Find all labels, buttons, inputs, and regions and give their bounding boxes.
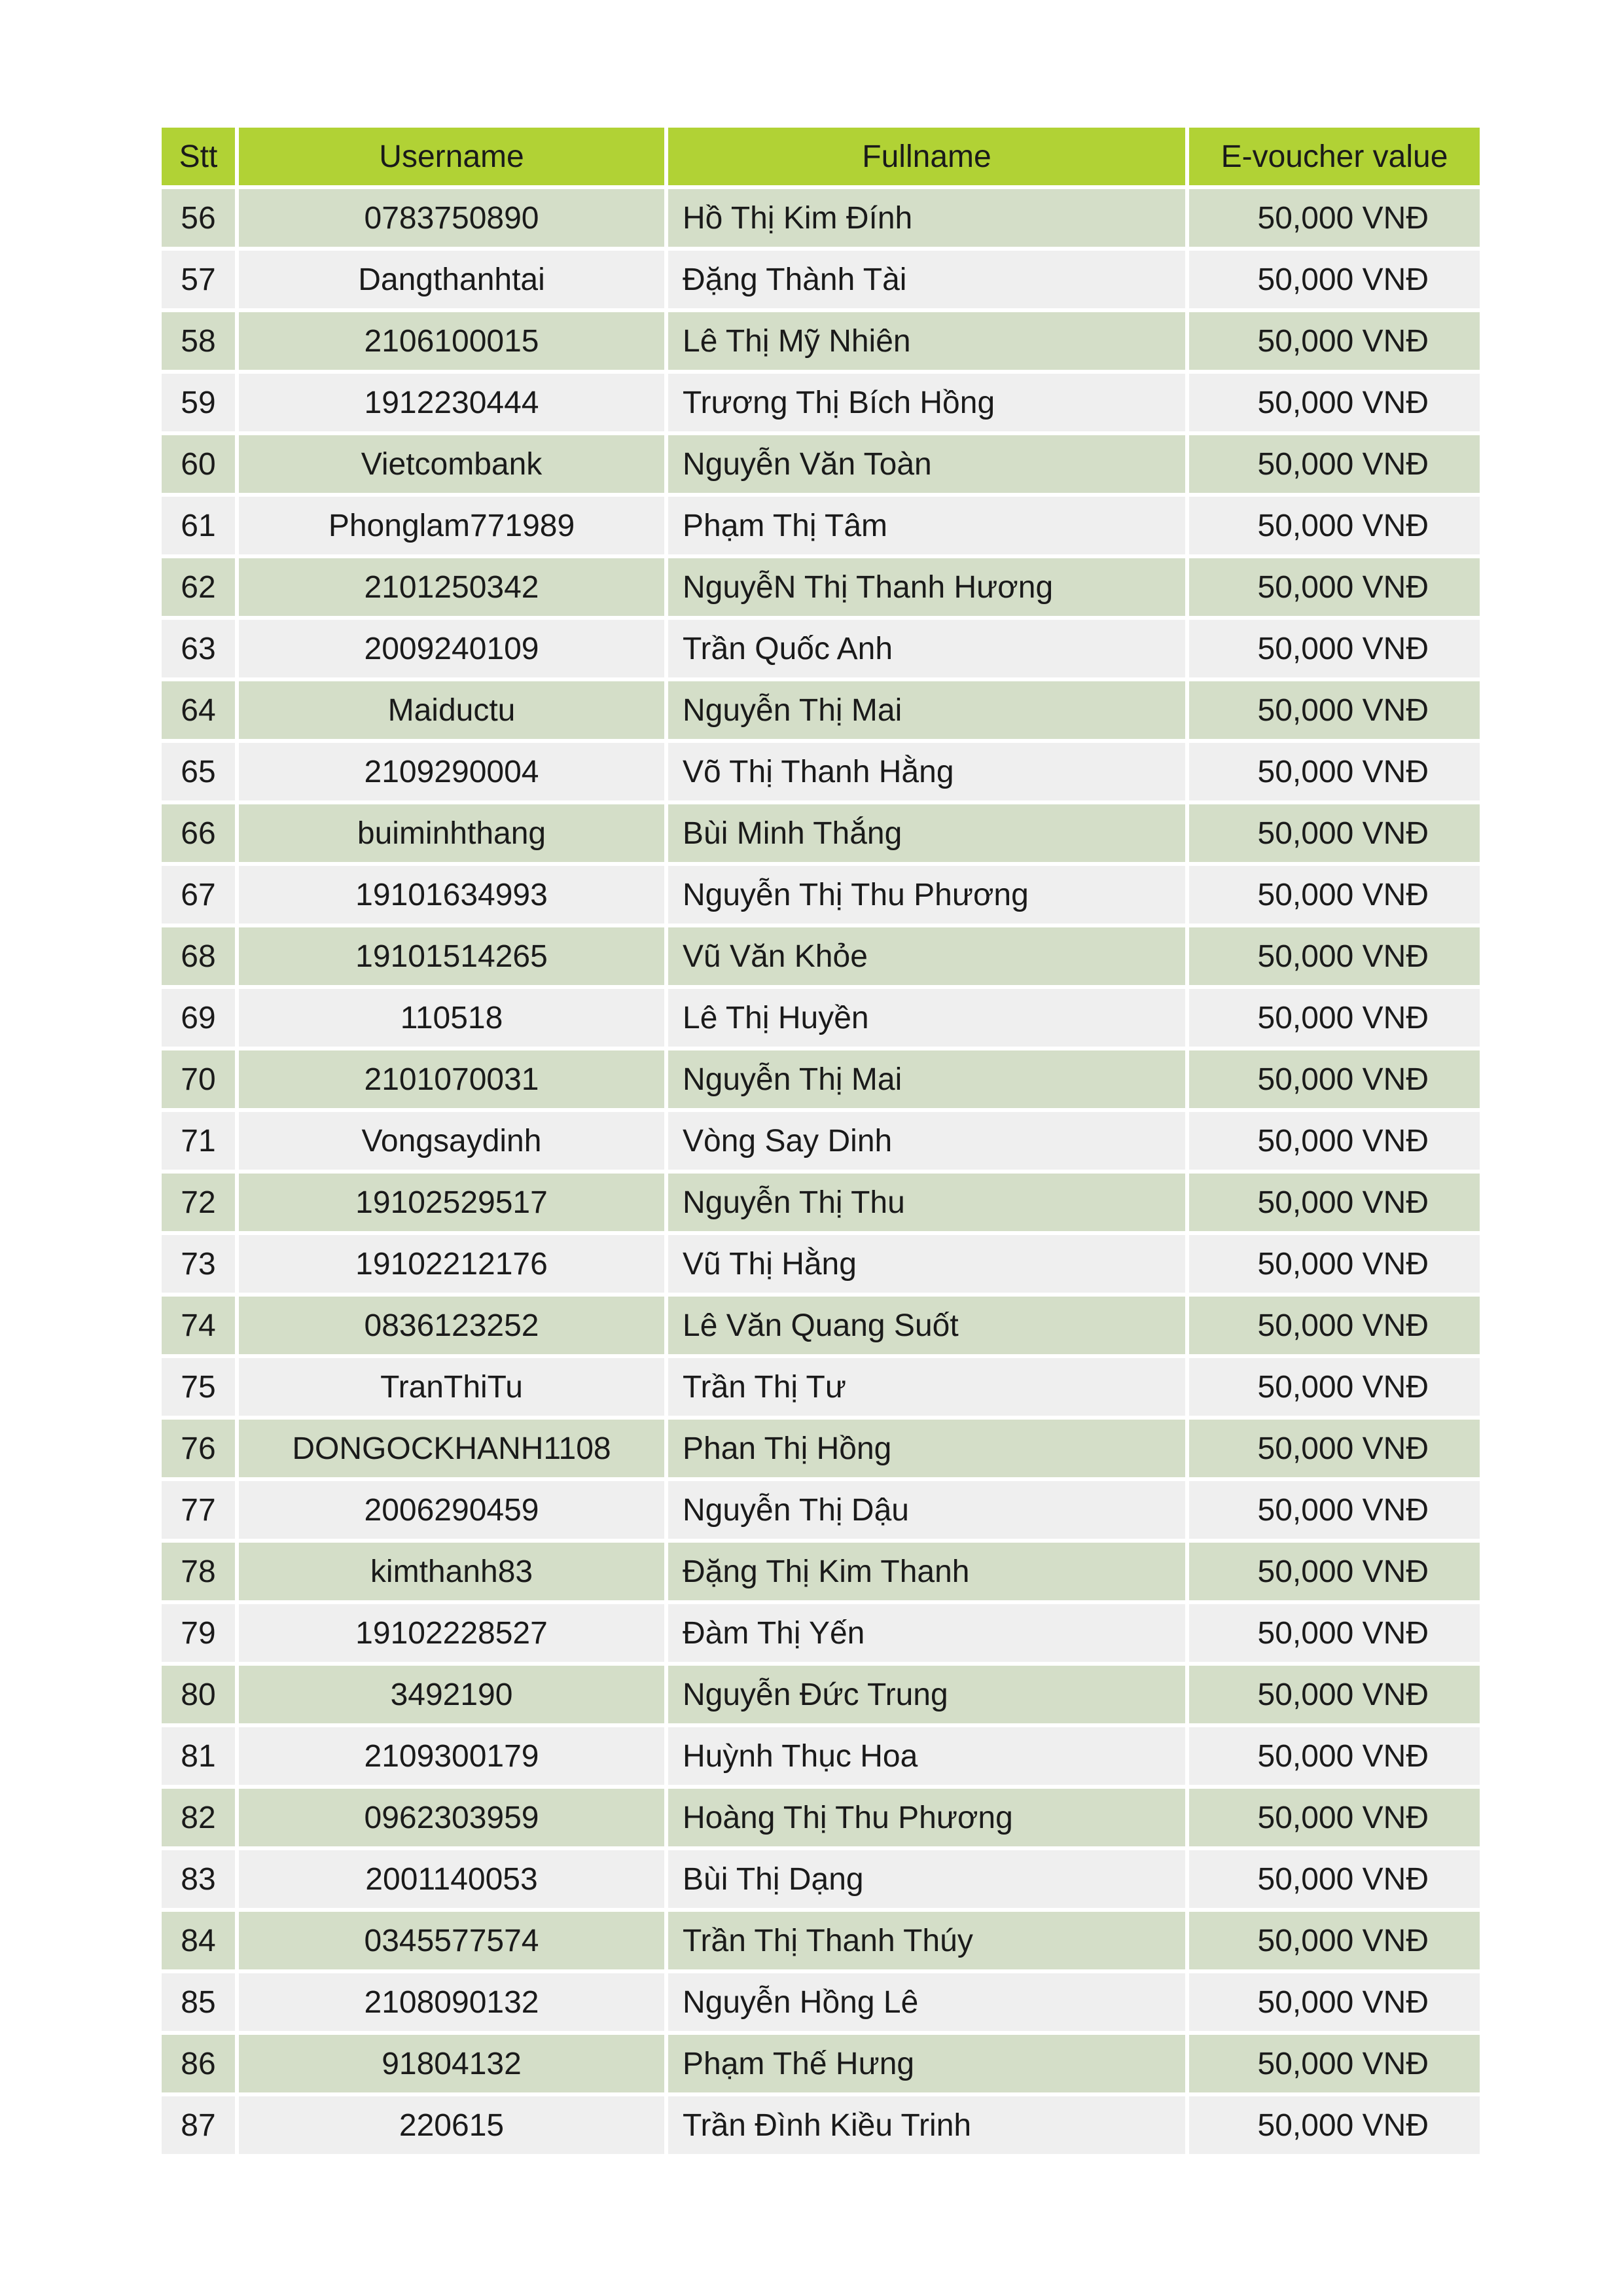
cell-stt: 74 [162, 1297, 235, 1354]
cell-fullname: Trần Thị Tư [668, 1358, 1185, 1416]
cell-stt: 78 [162, 1543, 235, 1600]
cell-username: Maiductu [239, 681, 664, 739]
cell-stt: 82 [162, 1789, 235, 1846]
cell-username: 0836123252 [239, 1297, 664, 1354]
cell-stt: 83 [162, 1850, 235, 1908]
cell-fullname: NguyễN Thị Thanh Hương [668, 558, 1185, 616]
cell-stt: 60 [162, 435, 235, 493]
cell-stt: 58 [162, 312, 235, 370]
cell-fullname: Vòng Say Dinh [668, 1112, 1185, 1170]
table-row [162, 558, 1480, 616]
table-row [162, 374, 1480, 431]
cell-username: 110518 [239, 989, 664, 1047]
cell-value: 50,000 VNĐ [1189, 435, 1480, 493]
cell-username: 0962303959 [239, 1789, 664, 1846]
table-row [162, 1543, 1480, 1600]
voucher-table [158, 124, 1484, 2158]
cell-stt: 59 [162, 374, 235, 431]
table-row [162, 1973, 1480, 2031]
cell-stt: 75 [162, 1358, 235, 1416]
table-row [162, 1727, 1480, 1785]
cell-stt: 79 [162, 1604, 235, 1662]
cell-value: 50,000 VNĐ [1189, 1297, 1480, 1354]
cell-stt: 65 [162, 743, 235, 800]
table-row [162, 1235, 1480, 1293]
cell-value: 50,000 VNĐ [1189, 497, 1480, 554]
cell-username: 0345577574 [239, 1912, 664, 1969]
cell-stt: 66 [162, 804, 235, 862]
cell-stt: 67 [162, 866, 235, 924]
cell-value: 50,000 VNĐ [1189, 1789, 1480, 1846]
cell-username: 2109290004 [239, 743, 664, 800]
table-header-row [162, 128, 1480, 185]
cell-stt: 80 [162, 1666, 235, 1723]
cell-username: 91804132 [239, 2035, 664, 2092]
cell-username: Vietcombank [239, 435, 664, 493]
cell-value: 50,000 VNĐ [1189, 989, 1480, 1047]
table-row [162, 251, 1480, 308]
cell-stt: 85 [162, 1973, 235, 2031]
table-row [162, 743, 1480, 800]
cell-username: 19102529517 [239, 1174, 664, 1231]
table-row [162, 1481, 1480, 1539]
table-row [162, 989, 1480, 1047]
table-row [162, 1666, 1480, 1723]
cell-username: 19102212176 [239, 1235, 664, 1293]
cell-value: 50,000 VNĐ [1189, 374, 1480, 431]
header-username: Username [239, 128, 664, 185]
cell-stt: 71 [162, 1112, 235, 1170]
cell-value: 50,000 VNĐ [1189, 866, 1480, 924]
cell-fullname: Hồ Thị Kim Đính [668, 189, 1185, 247]
cell-stt: 72 [162, 1174, 235, 1231]
cell-value: 50,000 VNĐ [1189, 927, 1480, 985]
header-fullname: Fullname [668, 128, 1185, 185]
table-row [162, 804, 1480, 862]
table-row [162, 927, 1480, 985]
cell-value: 50,000 VNĐ [1189, 1235, 1480, 1293]
table-row [162, 497, 1480, 554]
table-row [162, 189, 1480, 247]
table-row [162, 1050, 1480, 1108]
table-row [162, 435, 1480, 493]
cell-username: Phonglam771989 [239, 497, 664, 554]
cell-fullname: Bùi Minh Thắng [668, 804, 1185, 862]
cell-stt: 62 [162, 558, 235, 616]
cell-username: 2108090132 [239, 1973, 664, 2031]
cell-username: 2101070031 [239, 1050, 664, 1108]
table-row [162, 2096, 1480, 2154]
table-row [162, 312, 1480, 370]
table-row [162, 681, 1480, 739]
cell-stt: 77 [162, 1481, 235, 1539]
cell-fullname: Đàm Thị Yến [668, 1604, 1185, 1662]
cell-value: 50,000 VNĐ [1189, 1050, 1480, 1108]
cell-value: 50,000 VNĐ [1189, 312, 1480, 370]
cell-fullname: Hoàng Thị Thu Phương [668, 1789, 1185, 1846]
cell-username: kimthanh83 [239, 1543, 664, 1600]
cell-username: 220615 [239, 2096, 664, 2154]
cell-username: 2106100015 [239, 312, 664, 370]
cell-fullname: Nguyễn Thị Dậu [668, 1481, 1185, 1539]
cell-value: 50,000 VNĐ [1189, 251, 1480, 308]
cell-username: TranThiTu [239, 1358, 664, 1416]
table-row [162, 1789, 1480, 1846]
cell-fullname: Lê Thị Huyền [668, 989, 1185, 1047]
cell-fullname: Trần Thị Thanh Thúy [668, 1912, 1185, 1969]
cell-value: 50,000 VNĐ [1189, 1973, 1480, 2031]
cell-value: 50,000 VNĐ [1189, 1358, 1480, 1416]
cell-stt: 56 [162, 189, 235, 247]
cell-stt: 76 [162, 1420, 235, 1477]
cell-fullname: Nguyễn Văn Toàn [668, 435, 1185, 493]
table-row [162, 2035, 1480, 2092]
cell-value: 50,000 VNĐ [1189, 1666, 1480, 1723]
table-row [162, 1358, 1480, 1416]
cell-value: 50,000 VNĐ [1189, 1912, 1480, 1969]
cell-value: 50,000 VNĐ [1189, 681, 1480, 739]
table-row [162, 620, 1480, 677]
cell-fullname: Nguyễn Hồng Lê [668, 1973, 1185, 2031]
cell-stt: 68 [162, 927, 235, 985]
cell-username: 2101250342 [239, 558, 664, 616]
cell-fullname: Huỳnh Thục Hoa [668, 1727, 1185, 1785]
cell-fullname: Nguyễn Thị Thu Phương [668, 866, 1185, 924]
cell-stt: 61 [162, 497, 235, 554]
cell-fullname: Vũ Thị Hằng [668, 1235, 1185, 1293]
table-row [162, 1174, 1480, 1231]
cell-username: 0783750890 [239, 189, 664, 247]
cell-username: Vongsaydinh [239, 1112, 664, 1170]
cell-username: 2009240109 [239, 620, 664, 677]
header-stt: Stt [162, 128, 235, 185]
table-row [162, 1420, 1480, 1477]
cell-value: 50,000 VNĐ [1189, 1543, 1480, 1600]
cell-stt: 70 [162, 1050, 235, 1108]
header-value: E-voucher value [1189, 128, 1480, 185]
cell-fullname: Vũ Văn Khỏe [668, 927, 1185, 985]
table-row [162, 1297, 1480, 1354]
cell-stt: 87 [162, 2096, 235, 2154]
cell-value: 50,000 VNĐ [1189, 1481, 1480, 1539]
cell-stt: 81 [162, 1727, 235, 1785]
cell-value: 50,000 VNĐ [1189, 743, 1480, 800]
cell-fullname: Phan Thị Hồng [668, 1420, 1185, 1477]
cell-fullname: Đặng Thành Tài [668, 251, 1185, 308]
cell-username: 2001140053 [239, 1850, 664, 1908]
table-row [162, 1604, 1480, 1662]
cell-fullname: Đặng Thị Kim Thanh [668, 1543, 1185, 1600]
cell-value: 50,000 VNĐ [1189, 1604, 1480, 1662]
cell-username: 19102228527 [239, 1604, 664, 1662]
cell-value: 50,000 VNĐ [1189, 1420, 1480, 1477]
cell-stt: 86 [162, 2035, 235, 2092]
cell-value: 50,000 VNĐ [1189, 189, 1480, 247]
cell-stt: 64 [162, 681, 235, 739]
cell-fullname: Nguyễn Thị Mai [668, 1050, 1185, 1108]
cell-fullname: Bùi Thị Dạng [668, 1850, 1185, 1908]
cell-fullname: Trần Đình Kiều Trinh [668, 2096, 1185, 2154]
cell-fullname: Võ Thị Thanh Hằng [668, 743, 1185, 800]
table-row [162, 866, 1480, 924]
table-row [162, 1850, 1480, 1908]
cell-fullname: Nguyễn Thị Thu [668, 1174, 1185, 1231]
cell-fullname: Trương Thị Bích Hồng [668, 374, 1185, 431]
cell-username: Dangthanhtai [239, 251, 664, 308]
cell-username: DONGOCKHANH1108 [239, 1420, 664, 1477]
cell-stt: 57 [162, 251, 235, 308]
cell-fullname: Phạm Thế Hưng [668, 2035, 1185, 2092]
cell-stt: 84 [162, 1912, 235, 1969]
cell-fullname: Nguyễn Thị Mai [668, 681, 1185, 739]
cell-value: 50,000 VNĐ [1189, 1174, 1480, 1231]
cell-value: 50,000 VNĐ [1189, 1850, 1480, 1908]
table-row [162, 1912, 1480, 1969]
cell-fullname: Nguyễn Đức Trung [668, 1666, 1185, 1723]
cell-username: 2006290459 [239, 1481, 664, 1539]
table-row [162, 1112, 1480, 1170]
cell-stt: 63 [162, 620, 235, 677]
cell-value: 50,000 VNĐ [1189, 804, 1480, 862]
cell-username: 1912230444 [239, 374, 664, 431]
cell-username: 19101634993 [239, 866, 664, 924]
cell-value: 50,000 VNĐ [1189, 2096, 1480, 2154]
cell-stt: 73 [162, 1235, 235, 1293]
cell-value: 50,000 VNĐ [1189, 1112, 1480, 1170]
cell-value: 50,000 VNĐ [1189, 2035, 1480, 2092]
cell-fullname: Trần Quốc Anh [668, 620, 1185, 677]
cell-value: 50,000 VNĐ [1189, 620, 1480, 677]
cell-value: 50,000 VNĐ [1189, 1727, 1480, 1785]
cell-stt: 69 [162, 989, 235, 1047]
cell-username: buiminhthang [239, 804, 664, 862]
cell-username: 3492190 [239, 1666, 664, 1723]
cell-fullname: Lê Thị Mỹ Nhiên [668, 312, 1185, 370]
cell-username: 2109300179 [239, 1727, 664, 1785]
cell-fullname: Phạm Thị Tâm [668, 497, 1185, 554]
cell-username: 19101514265 [239, 927, 664, 985]
cell-value: 50,000 VNĐ [1189, 558, 1480, 616]
cell-fullname: Lê Văn Quang Suốt [668, 1297, 1185, 1354]
